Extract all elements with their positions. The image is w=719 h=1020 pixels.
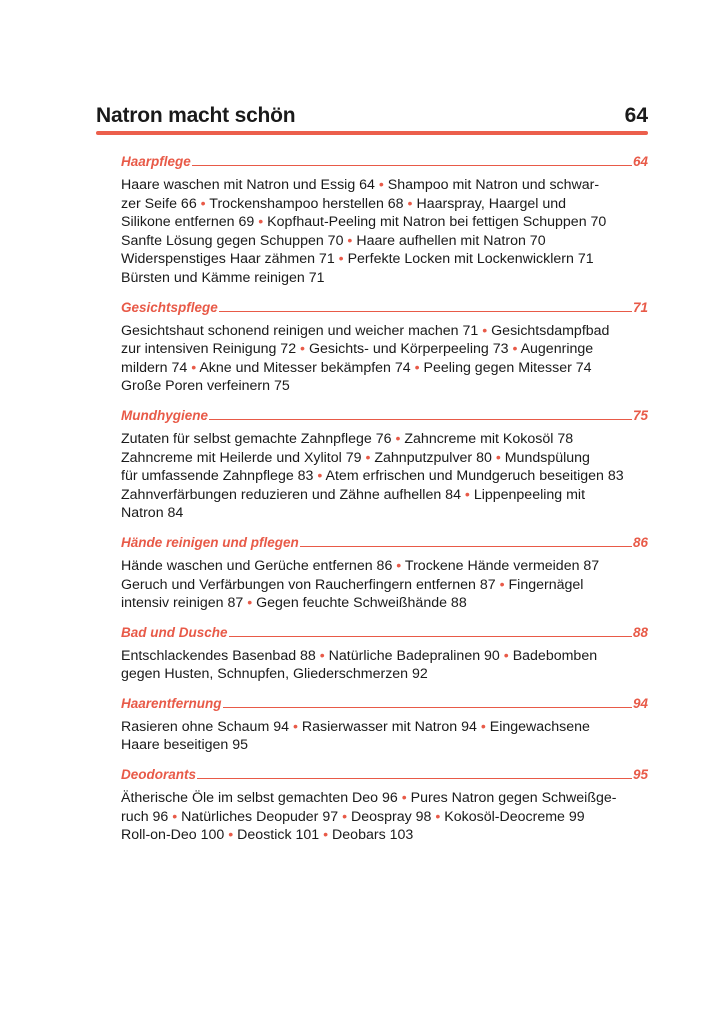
toc-section xyxy=(121,534,648,613)
section-heading xyxy=(121,624,648,643)
section-entries xyxy=(121,322,648,396)
bullet-separator: • xyxy=(401,790,407,807)
section-heading xyxy=(121,534,648,553)
entry-line: Zahncreme mit Heilerde und Xylitol 79 • Zahnputzpulver 80 • Mundspülung xyxy=(121,449,590,466)
section-page-number: 95 xyxy=(632,767,648,783)
bullet-separator: • xyxy=(503,647,509,664)
entry-line: Große Poren verfeinern 75 xyxy=(121,378,290,395)
section-title: Bad und Dusche xyxy=(121,624,228,640)
section-entries xyxy=(121,789,648,845)
entry-line: Rasieren ohne Schaum 94 • Rasierwasser mit Natron 94 • Eingewachsene xyxy=(121,718,590,735)
bullet-separator: • xyxy=(395,430,401,447)
entry-line: Roll-on-Deo 100 • Deostick 101 • Deobars 103 xyxy=(121,827,414,844)
dot-leader xyxy=(223,695,632,708)
section-page-number: 71 xyxy=(632,299,648,315)
toc-section xyxy=(121,624,648,684)
entry-line: für umfassende Zahnpflege 83 • Atem erfrischen und Mundgeruch beseitigen 83 xyxy=(121,468,624,485)
entry-line: Widerspenstiges Haar zähmen 71 • Perfekte Locken mit Lockenwicklern 71 xyxy=(121,251,594,268)
toc-sections xyxy=(121,153,648,856)
section-page-number: 75 xyxy=(632,407,648,423)
bullet-separator: • xyxy=(317,468,323,485)
entry-line: zur intensiven Reinigung 72 • Gesichts- und Körperpeeling 73 • Augenringe xyxy=(121,341,594,358)
section-page-number: 64 xyxy=(632,154,648,169)
entry-line: Natron 84 xyxy=(121,505,184,522)
entry-line: Geruch und Verfärbungen von Raucherfingern entfernen 87 • Fingernägel xyxy=(121,576,584,593)
section-title: Gesichtspflege xyxy=(121,299,218,315)
toc-section xyxy=(121,153,648,288)
header-divider xyxy=(96,131,648,135)
bullet-separator: • xyxy=(407,195,413,212)
bullet-separator: • xyxy=(200,195,206,212)
entry-line: ruch 96 • Natürliches Deopuder 97 • Deospray 98 • Kokosöl-Deocreme 99 xyxy=(121,808,585,825)
bullet-separator: • xyxy=(228,827,234,844)
section-entries xyxy=(121,718,648,755)
bullet-separator: • xyxy=(338,251,344,268)
section-page-number: 86 xyxy=(632,534,648,550)
section-page-number: 88 xyxy=(632,624,648,640)
entry-line: Sanfte Lösung gegen Schuppen 70 • Haare aufhellen mit Natron 70 xyxy=(121,232,546,249)
dot-leader xyxy=(192,153,632,166)
section-title: Hände reinigen und pflegen xyxy=(121,534,299,550)
entry-line: Hände waschen und Gerüche entfernen 86 • Trockene Hände vermeiden 87 xyxy=(121,557,600,574)
section-entries xyxy=(121,557,648,613)
entry-line: zer Seife 66 • Trockenshampoo herstellen 68 • Haarspray, Haargel und xyxy=(121,195,567,212)
bullet-separator: • xyxy=(258,214,264,231)
toc-section xyxy=(121,695,648,755)
dot-leader xyxy=(229,624,632,637)
section-entries xyxy=(121,647,648,684)
chapter-page-number: 64 xyxy=(624,104,648,127)
entry-line: Silikone entfernen 69 • Kopfhaut-Peeling mit Natron bei fettigen Schuppen 70 xyxy=(121,214,607,231)
section-title: Deodorants xyxy=(121,767,197,783)
bullet-separator: • xyxy=(191,359,197,376)
toc-section xyxy=(121,299,648,396)
section-heading xyxy=(121,153,648,172)
entry-line: Zahnverfärbungen reduzieren und Zähne aufhellen 84 • Lippenpeeling mit xyxy=(121,486,586,503)
entry-line: mildern 74 • Akne und Mitesser bekämpfen 74 • Peeling gegen Mitesser 74 xyxy=(121,359,592,376)
dot-leader xyxy=(197,766,632,779)
bullet-separator: • xyxy=(396,557,402,574)
section-title: Mundhygiene xyxy=(121,407,208,423)
bullet-separator: • xyxy=(347,232,353,249)
bullet-separator: • xyxy=(342,808,348,825)
bullet-separator: • xyxy=(378,177,384,193)
entry-line: Ätherische Öle im selbst gemachten Deo 96 • Pures Natron gegen Schweißge- xyxy=(121,790,617,807)
section-heading xyxy=(121,766,648,785)
bullet-separator: • xyxy=(464,486,470,503)
bullet-separator: • xyxy=(512,341,518,358)
section-heading xyxy=(121,299,648,318)
entry-line: intensiv reinigen 87 • Gegen feuchte Schweißhände 88 xyxy=(121,595,467,612)
bullet-separator: • xyxy=(319,647,325,664)
bullet-separator: • xyxy=(414,359,420,376)
section-entries xyxy=(121,430,648,523)
bullet-separator: • xyxy=(247,595,253,612)
section-title: Haarentfernung xyxy=(121,695,222,711)
section-page-number: 94 xyxy=(632,695,648,711)
section-title: Haarpflege xyxy=(121,154,191,169)
entry-line: Zutaten für selbst gemachte Zahnpflege 76 • Zahncreme mit Kokosöl 78 xyxy=(121,430,574,447)
bullet-separator: • xyxy=(482,322,488,339)
entry-line: gegen Husten, Schnupfen, Gliederschmerzen 92 xyxy=(121,666,428,683)
entry-line: Haare beseitigen 95 xyxy=(121,737,248,754)
entry-line: Haare waschen mit Natron und Essig 64 • Shampoo mit Natron und schwar- xyxy=(121,177,600,193)
dot-leader xyxy=(300,534,632,547)
section-heading xyxy=(121,695,648,714)
toc-section xyxy=(121,766,648,845)
toc-section xyxy=(121,407,648,523)
bullet-separator: • xyxy=(480,718,486,735)
bullet-separator: • xyxy=(495,449,501,466)
bullet-separator: • xyxy=(172,808,178,825)
dot-leader xyxy=(209,407,632,420)
bullet-separator: • xyxy=(292,718,298,735)
section-heading xyxy=(121,407,648,426)
entry-line: Gesichtshaut schonend reinigen und weicher machen 71 • Gesichtsdampfbad xyxy=(121,322,610,339)
bullet-separator: • xyxy=(435,808,441,825)
entry-line: Entschlackendes Basenbad 88 • Natürliche Badepralinen 90 • Badebomben xyxy=(121,647,598,664)
section-entries xyxy=(121,176,648,288)
bullet-separator: • xyxy=(300,341,306,358)
dot-leader xyxy=(219,299,632,312)
chapter-header xyxy=(96,98,648,128)
bullet-separator: • xyxy=(323,827,329,844)
bullet-separator: • xyxy=(499,576,505,593)
entry-line: Bürsten und Kämme reinigen 71 xyxy=(121,269,325,286)
chapter-title: Natron macht schön xyxy=(96,104,296,127)
bullet-separator: • xyxy=(365,449,371,466)
